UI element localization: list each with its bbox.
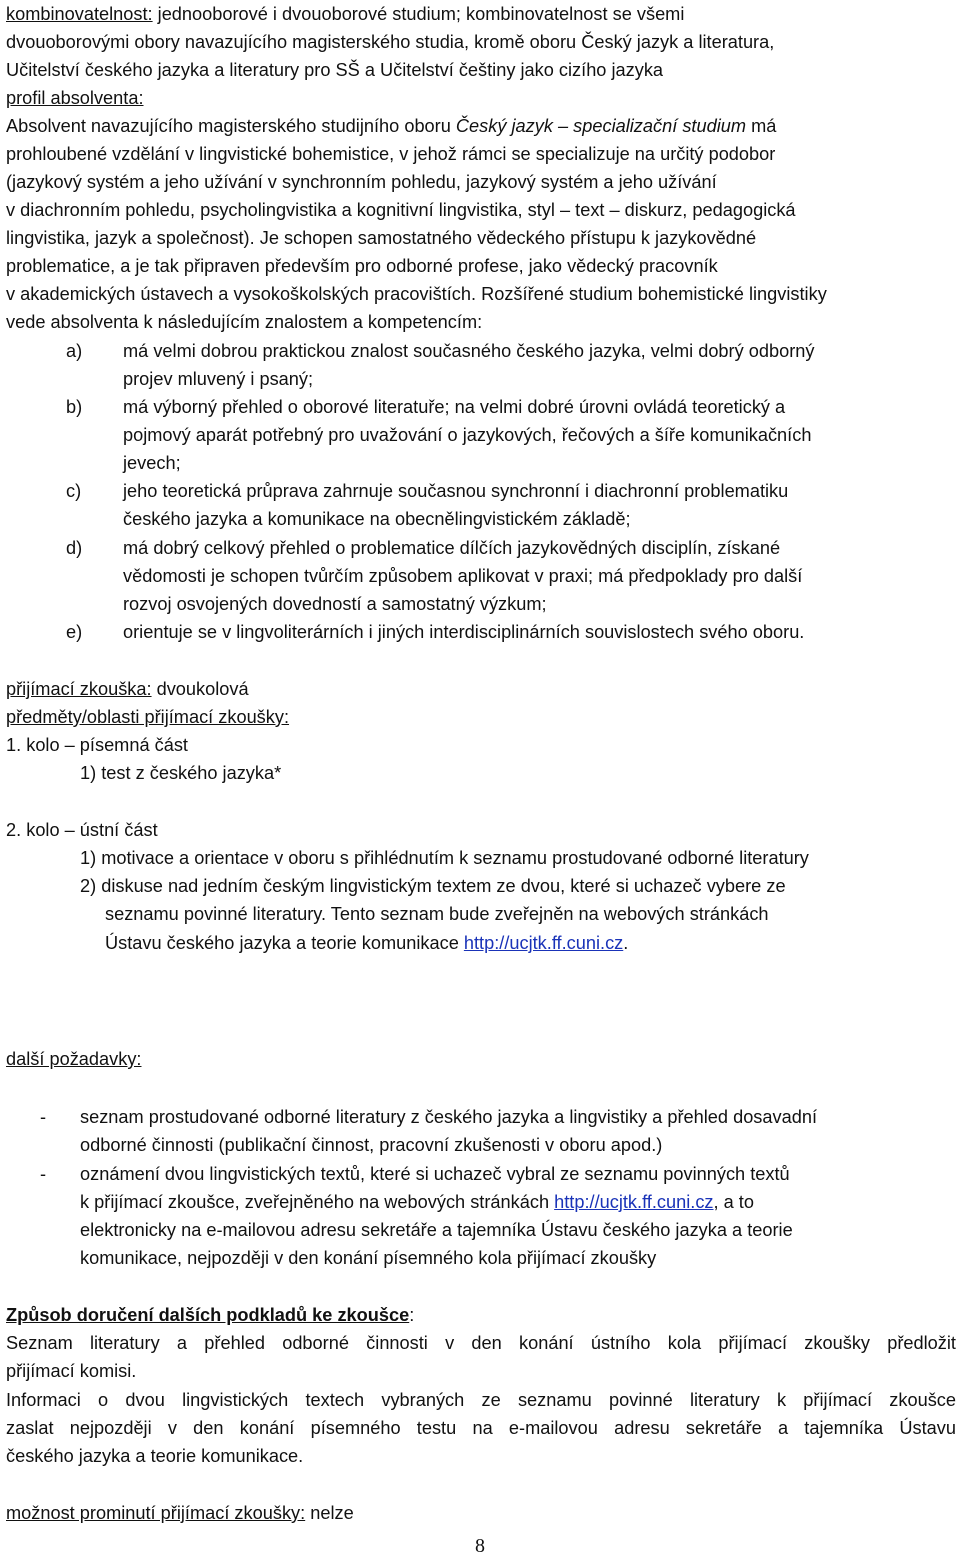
further-item-1: seznam prostudované odborné literatury z českého jazyka a lingvistiky a přehled dosavadní — [80, 1107, 818, 1127]
exam-round-1-item: 1) test z českého jazyka* — [80, 763, 282, 783]
institute-website-link[interactable]: http://ucjtk.ff.cuni.cz — [463, 933, 624, 953]
list-item-continuation: pojmový aparát potřebný pro uvažování o jazykových, řečových a šíře komunikačních — [123, 425, 812, 445]
exam-round-2-item-1: 1) motivace a orientace v oboru s přihlédnutím k seznamu prostudované odborné literatury — [80, 848, 809, 868]
delivery-paragraph-1-cont: přijímací komisi. — [6, 1361, 137, 1381]
graduate-profile-line-3: (jazykový systém a jeho užívání v synchronním pohledu, jazykový systém a jeho užívání — [6, 172, 717, 192]
graduate-profile-line-8: vede absolventa k následujícím znalostem a kompetencím: — [6, 312, 483, 332]
graduate-profile-line-7: v akademických ústavech a vysokoškolských pracovištích. Rozšířené studium bohemistické lingvistiky — [6, 284, 827, 304]
delivery-paragraph-1: Seznam literatury a přehled odborné činnosti v den konání ústního kola přijímací zkoušky předložit — [6, 1333, 956, 1353]
list-item: a) má velmi dobrou praktickou znalost současného českého jazyka, velmi dobrý odborný — [66, 341, 815, 361]
delivery-heading: Způsob doručení dalších podkladů ke zkoušce: — [6, 1305, 415, 1325]
further-item-2: oznámení dvou lingvistických textů, které si uchazeč vybral ze seznamu povinných textů — [80, 1164, 790, 1184]
further-item-2-cont: elektronicky na e-mailovou adresu sekretáře a tajemníka Ústavu českého jazyka a teorie — [80, 1220, 793, 1240]
exam-round-2: 2. kolo – ústní část — [6, 820, 158, 840]
combinability-line-2: dvouoborovými obory navazujícího magisterského studia, kromě oboru Český jazyk a literatura, — [6, 32, 775, 52]
exam-round-2-item-2-cont: Ústavu českého jazyka a teorie komunikace http://ucjtk.ff.cuni.cz. — [105, 933, 629, 953]
exam-round-2-item-2-cont: seznamu povinné literatury. Tento seznam bude zveřejněn na webových stránkách — [105, 904, 769, 924]
entrance-exam-label: přijímací zkouška: — [6, 679, 152, 699]
graduate-profile-line-5: lingvistika, jazyk a společnost). Je schopen samostatného vědeckého přístupu k jazykovědné — [6, 228, 757, 248]
graduate-profile-line-4: v diachronním pohledu, psycholingvistika a kognitivní lingvistika, styl – text – diskurz, pedagogická — [6, 200, 796, 220]
list-item-continuation: rozvoj osvojených dovedností a samostatný výzkum; — [123, 594, 547, 614]
exam-round-1: 1. kolo – písemná část — [6, 735, 188, 755]
list-item-continuation: jevech; — [123, 453, 181, 473]
page-number: 8 — [475, 1535, 485, 1557]
delivery-paragraph-2-cont: českého jazyka a teorie komunikace. — [6, 1446, 304, 1466]
graduate-profile-line-6: problematice, a je tak připraven především pro odborné profese, jako vědecký pracovník — [6, 256, 718, 276]
delivery-paragraph-2: Informaci o dvou lingvistických textech vybraných ze seznamu povinné literatury k přijímací zkoušce — [6, 1390, 956, 1410]
entrance-exam-line: přijímací zkouška: dvoukolová — [6, 679, 249, 699]
list-item: b) má výborný přehled o oborové literatuře; na velmi dobré úrovni ovládá teoretický a — [66, 397, 786, 417]
program-name: Český jazyk – specializační studium — [455, 116, 747, 136]
delivery-paragraph-2-cont: zaslat nejpozději v den konání písemného testu na e-mailovou adresu sekretáře a tajemníka Ústavu — [6, 1418, 956, 1438]
list-item: c) jeho teoretická průprava zahrnuje současnou synchronní i diachronní problematiku — [66, 481, 789, 501]
exam-round-2-item-2: 2) diskuse nad jedním českým lingvistickým textem ze dvou, které si uchazeč vybere ze — [80, 876, 786, 896]
list-item-continuation: projev mluvený i psaný; — [123, 369, 314, 389]
further-item-2-cont: komunikace, nejpozději v den konání písemného kola přijímací zkoušky — [80, 1248, 657, 1268]
institute-website-link[interactable]: http://ucjtk.ff.cuni.cz — [554, 1192, 714, 1212]
graduate-profile-label: profil absolventa: — [6, 88, 144, 108]
list-item: e) orientuje se v lingvoliterárních i jiných interdisciplinárních souvislostech svého oboru. — [66, 622, 805, 642]
exam-waiver-label: možnost prominutí přijímací zkoušky: — [6, 1503, 306, 1523]
list-item-continuation: vědomosti je schopen tvůrčím způsobem aplikovat v praxi; má předpoklady pro další — [123, 566, 803, 586]
combinability-line-3: Učitelství českého jazyka a literatury pro SŠ a Učitelství češtiny jako cizího jazyka — [6, 60, 664, 80]
graduate-profile-line-2: prohloubené vzdělání v lingvistické bohemistice, v jehož rámci se specializuje na určitý podobor — [6, 144, 776, 164]
list-item-continuation: českého jazyka a komunikace na obecnělingvistickém základě; — [123, 509, 631, 529]
further-item-1-cont: odborné činnosti (publikační činnost, pracovní zkušenosti v oboru apod.) — [80, 1135, 663, 1155]
list-item: d) má dobrý celkový přehled o problematice dílčích jazykovědných disciplín, získané — [66, 538, 781, 558]
exam-waiver-line: možnost prominutí přijímací zkoušky: nelze — [6, 1503, 354, 1523]
bullet-dash: - — [40, 1164, 47, 1184]
further-requirements-label: další požadavky: — [6, 1049, 142, 1069]
bullet-dash: - — [40, 1107, 47, 1127]
exam-subjects-label: předměty/oblasti přijímací zkoušky: — [6, 707, 290, 727]
combinability-label: kombinovatelnost: — [6, 4, 153, 24]
combinability-line-1: kombinovatelnost: jednooborové i dvouoborové studium; kombinovatelnost se všemi — [6, 4, 685, 24]
graduate-profile-line-1: Absolvent navazujícího magisterského studijního oboru Český jazyk – specializační studium má — [6, 116, 777, 136]
further-item-2-cont: k přijímací zkoušce, zveřejněného na webových stránkách http://ucjtk.ff.cuni.cz, a to — [80, 1192, 754, 1212]
